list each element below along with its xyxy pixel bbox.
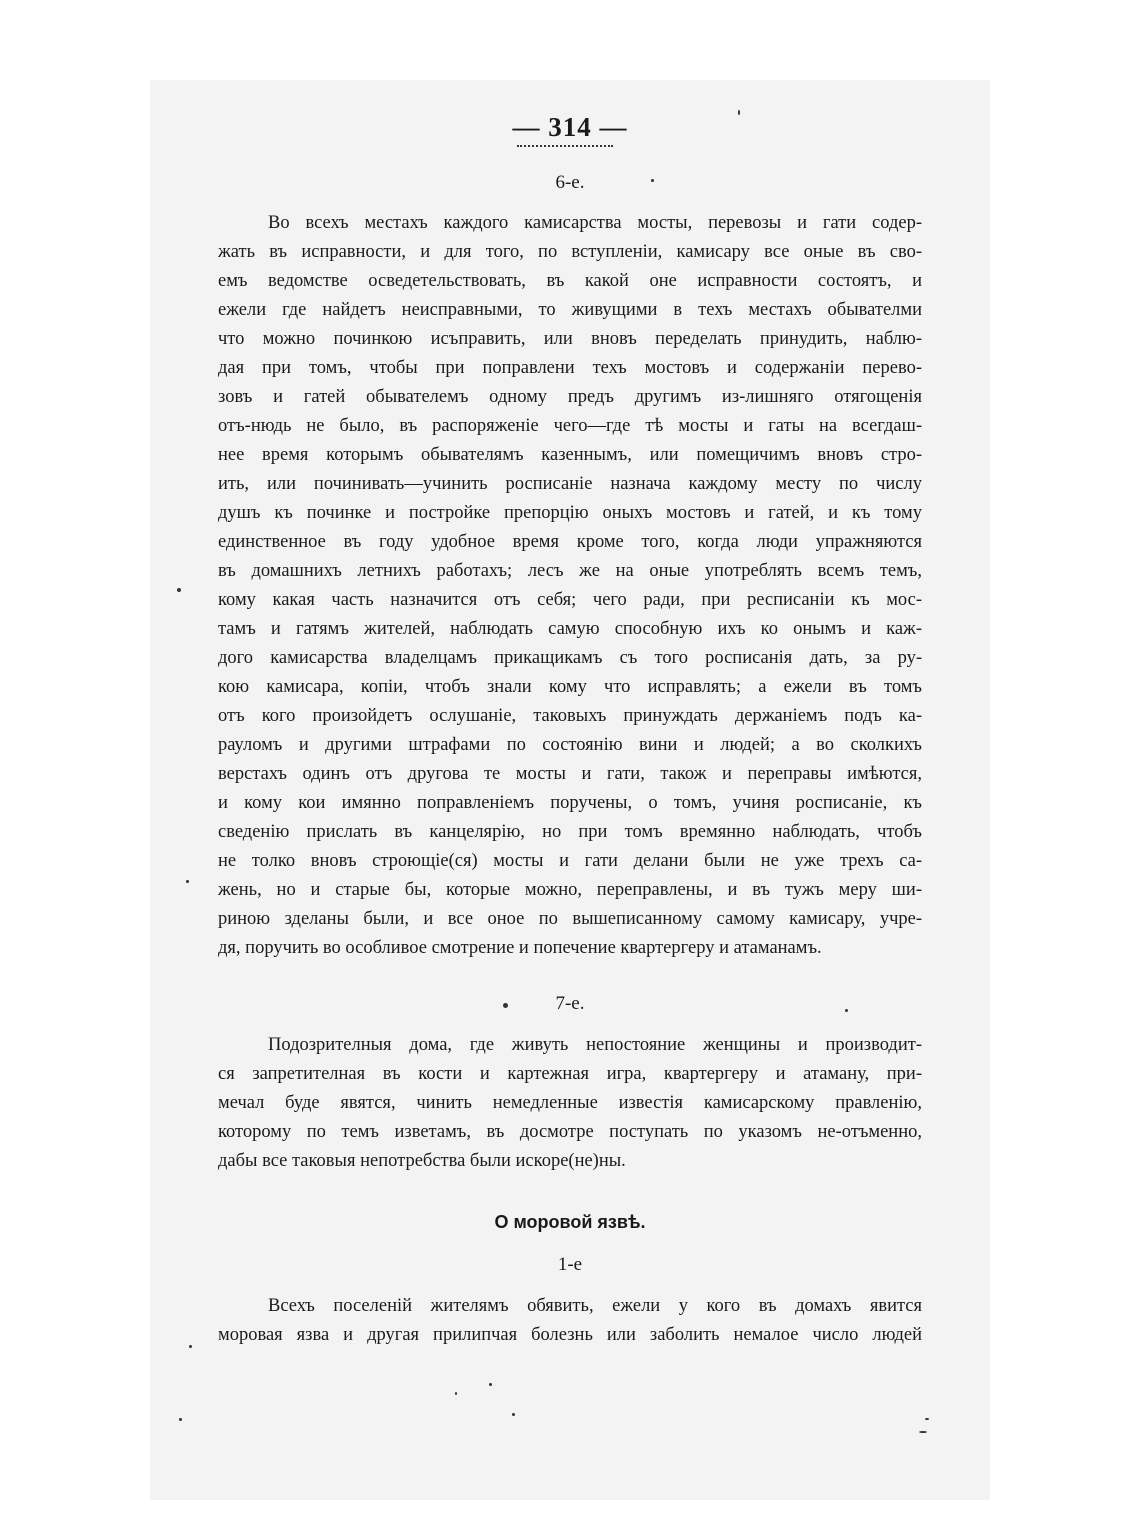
text-line: которому по темъ изветамъ, въ досмотре поступать по указомъ не-отъменно, xyxy=(218,1122,922,1142)
text-line: ить, или починивать—учинить росписаніе назнача каждому месту по числу xyxy=(218,474,922,494)
scan-speck xyxy=(489,1383,492,1386)
text-line: жень, но и старые бы, которые можно, переправлены, и въ тужъ меру ши- xyxy=(218,880,922,900)
scan-speck xyxy=(925,1418,929,1420)
text-line: емъ ведомстве осведетельствовать, въ какой оне исправности состоятъ, и xyxy=(218,271,922,291)
text-line: не толко вновъ строющіе(ся) мосты и гати делани были не уже трехъ са- xyxy=(218,851,922,871)
text-line: дя, поручить во особливое смотрение и попечение квартергеру и атаманамъ. xyxy=(218,938,822,958)
text-line: нее время которымъ обывателямъ казеннымъ, или помещичимъ вновъ стро- xyxy=(218,445,922,465)
paragraph-section-7 xyxy=(218,1031,922,1176)
text-line: кою камисара, копіи, чтобъ знали кому что исправлять; а ежели въ томъ xyxy=(218,677,922,697)
page-number-underline xyxy=(517,145,613,151)
scan-speck xyxy=(189,1345,192,1348)
text-line: и кому кои имянно поправленіемъ поручены, о томъ, учиня росписаніе, къ xyxy=(218,793,922,813)
text-line: дого камисарства владелцамъ прикащикамъ съ того росписанія дать, за ру- xyxy=(218,648,922,668)
text-line: отъ кого произойдетъ ослушаніе, таковыхъ принуждать держаніемъ подъ ка- xyxy=(218,706,922,726)
text-line: Во всехъ местахъ каждого камисарства мосты, перевозы и гати содер- xyxy=(268,213,922,233)
scan-speck xyxy=(845,1009,848,1012)
text-line: кому какая часть назначится отъ себя; чего ради, при респисаніи къ мос- xyxy=(218,590,922,610)
text-line: сведенію прислать въ канцелярію, но при томъ времянно наблюдать, чтобъ xyxy=(218,822,922,842)
section-heading-plague: О моровой язвѣ. xyxy=(494,1212,646,1232)
text-line: тамъ и гатямъ жителей, наблюдать самую способную ихъ ко онымъ и каж- xyxy=(218,619,922,639)
text-line: дабы все таковыя непотребства были искоре(не)ны. xyxy=(218,1151,626,1171)
page-number: — 314 — xyxy=(512,112,628,142)
paragraph-section-6 xyxy=(218,209,922,963)
text-line: риною зделаны были, и все оное по вышеписанному самому камисару, учре- xyxy=(218,909,922,929)
scan-speck xyxy=(738,110,740,115)
text-line: Подозрителныя дома, где живуть непостояние женщины и производит- xyxy=(268,1035,922,1055)
text-line: зовъ и гатей обывателемъ одному предъ другимъ из-лишняго отягощенія xyxy=(218,387,922,407)
scan-speck xyxy=(177,588,181,592)
section-label-7: 7-е. xyxy=(555,993,585,1014)
paragraph-plague-1 xyxy=(218,1292,922,1350)
text-line: моровая язва и другая прилипчая болезнь или заболить немалое число людей xyxy=(218,1325,922,1345)
text-line: рауломъ и другими штрафами по состоянію вини и людей; а во сколкихъ xyxy=(218,735,922,755)
text-line: ся запретителная въ кости и картежная игра, квартергеру и атаману, при- xyxy=(218,1064,922,1084)
text-line: мечал буде явятся, чинить немедленные известія камисарскому правленію, xyxy=(218,1093,922,1113)
scan-speck xyxy=(651,179,654,182)
scan-speck xyxy=(512,1413,515,1416)
section-label-plague-1: 1-е xyxy=(557,1254,583,1275)
text-line: единственное въ году удобное время кроме того, когда люди упражняются xyxy=(218,532,922,552)
text-line: въ домашнихъ летнихъ работахъ; лесъ же на оные употреблять всемъ темъ, xyxy=(218,561,922,581)
text-line: ежели где найдетъ неисправными, то живущими в техъ местахъ обывателми xyxy=(218,300,922,320)
scan-speck xyxy=(186,880,189,883)
text-line: верстахъ одинъ отъ другова те мосты и гати, також и переправы имѣются, xyxy=(218,764,922,784)
scan-speck xyxy=(503,1003,508,1008)
text-line: что можно починкою исъправить, или вновъ переделать принудить, наблю- xyxy=(218,329,922,349)
text-line: душъ къ починке и постройке препорцію оныхъ мостовъ и гатей, и къ тому xyxy=(218,503,922,523)
text-line: Всехъ поселеній жителямъ обявить, ежели у кого въ домахъ явится xyxy=(268,1296,922,1316)
scan-speck xyxy=(919,1431,927,1433)
section-label-6: 6-е. xyxy=(555,172,585,193)
scan-speck xyxy=(455,1392,457,1395)
text-line: дая при томъ, чтобы при поправлени техъ мостовъ и содержаніи перево- xyxy=(218,358,922,378)
scan-speck xyxy=(179,1418,182,1421)
text-line: жать въ исправности, и для того, по вступленіи, камисару все оные въ сво- xyxy=(218,242,922,262)
text-line: отъ-нюдь не было, въ распоряженіе чего—где тѣ мосты и гаты на всегдаш- xyxy=(218,416,922,436)
